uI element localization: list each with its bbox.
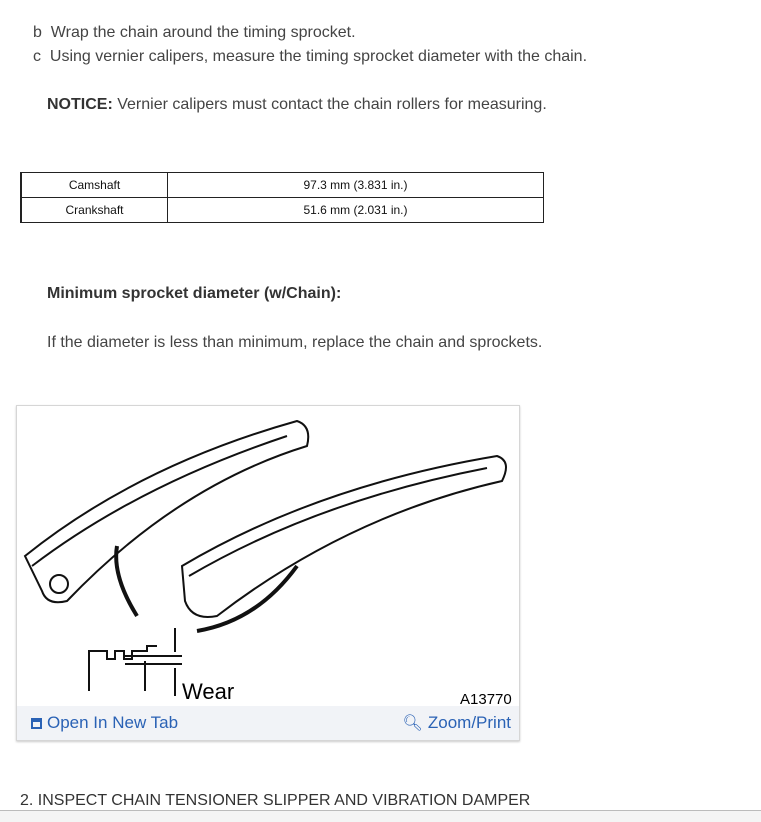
open-tab-icon <box>31 718 42 729</box>
wear-label: Wear <box>182 679 235 704</box>
zoom-icon: 🔍︎ <box>402 715 423 732</box>
table-row <box>21 173 544 198</box>
min-diameter-heading: Minimum sprocket diameter (w/Chain): <box>47 285 342 302</box>
zoom-print-link[interactable] <box>403 713 511 733</box>
cell-value: 51.6 mm (2.031 in.) <box>168 198 544 223</box>
cell-value: 97.3 mm (3.831 in.) <box>168 173 544 198</box>
figure-chain-guides <box>16 405 520 741</box>
cell-part: Camshaft <box>21 173 168 198</box>
figure-id: A13770 <box>460 691 512 706</box>
instruction-text: If the diameter is less than minimum, replace the chain and sprockets. <box>47 334 543 351</box>
notice: NOTICE: Vernier calipers must contact the chain rollers for measuring. <box>47 96 547 113</box>
open-tab-label: Open In New Tab <box>47 713 179 732</box>
figure-footer <box>17 706 519 740</box>
step-c: c Using vernier calipers, measure the timing sprocket diameter with the chain. <box>33 48 588 65</box>
next-step-heading: 2. INSPECT CHAIN TENSIONER SLIPPER AND VIBRATION DAMPER <box>20 792 531 809</box>
step-b: b Wrap the chain around the timing sprocket. <box>33 24 356 41</box>
open-in-new-tab-link[interactable] <box>31 713 178 733</box>
chain-guide-illustration <box>17 406 519 706</box>
zoom-print-label: Zoom/Print <box>427 713 511 732</box>
cell-part: Crankshaft <box>21 198 168 223</box>
bottom-bar <box>0 810 761 822</box>
spec-table <box>20 172 544 223</box>
table-row <box>21 198 544 223</box>
